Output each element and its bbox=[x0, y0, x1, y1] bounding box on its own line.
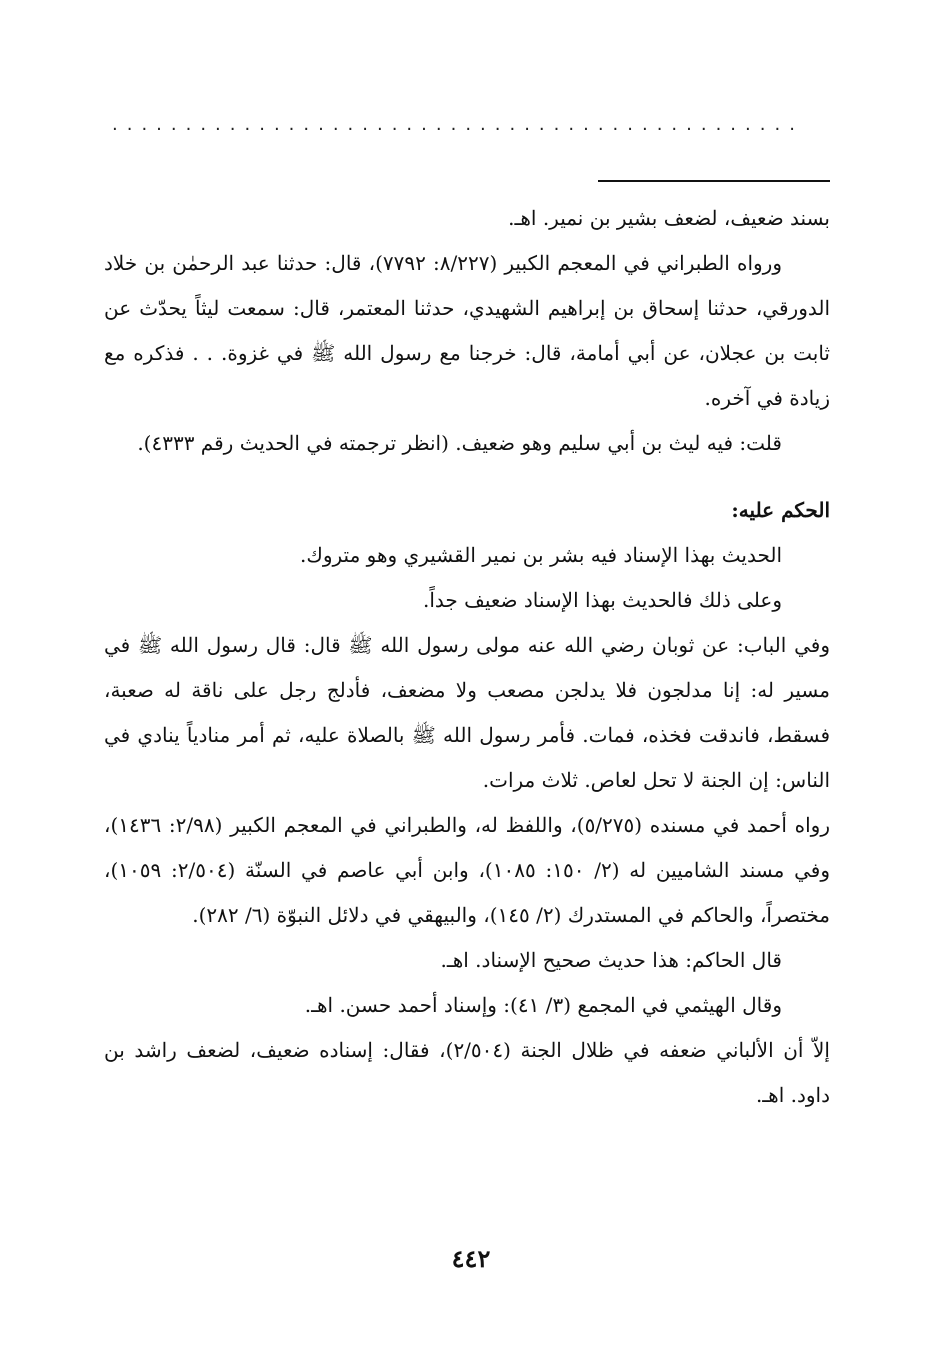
page-number: ٤٤٢ bbox=[451, 1244, 491, 1273]
paragraph-continuation: بسند ضعيف، لضعف بشير بن نمير. اهـ. bbox=[508, 206, 830, 230]
paragraph-sources: رواه أحمد في مسنده (٥/٢٧٥)، واللفظ له، والطبراني في المعجم الكبير (٢/٩٨: ١٤٣٦)، وفي مسند الشاميين له (٢/ ١٥٠: ١٠٨٥)، وابن أبي عاصم في السنّة (٢/٥٠٤: ١٠٥٩)، مختصراً، والحاكم في المستدرك (٢/ ١٤٥)، والبيهقي في دلائل النبوّة (٦/ ٢٨٢). bbox=[104, 813, 830, 927]
section-heading: الحكم عليه: bbox=[731, 498, 830, 522]
dotted-separator: ............................................... bbox=[112, 118, 804, 132]
footnote-rule bbox=[598, 180, 830, 182]
paragraph-tabarani: ورواه الطبراني في المعجم الكبير (٨/٢٢٧: ٧٧٩٢)، قال: حدثنا عبد الرحمٰن بن خلاد الدورقي، حدثنا إسحاق بن إبراهيم الشهيدي، حدثنا المعتمر، قال: سمعت ليثاً يحدّث عن ثابت بن عجلان، عن أبي أمامة، قال: خرجنا مع رسول الله ﷺ في غزوة. . . فذكره مع زيادة في آخره. bbox=[104, 251, 830, 410]
paragraph-albani: إلاّ أن الألباني ضعفه في ظلال الجنة (٢/٥٠٤)، فقال: إسناده ضعيف، لضعف راشد بن داود. اهـ. bbox=[104, 1038, 830, 1107]
paragraph-ruling: الحديث بهذا الإسناد فيه بشر بن نمير القشيري وهو متروك. bbox=[300, 543, 782, 567]
paragraph-haythami: وقال الهيثمي في المجمع (٣/ ٤١): وإسناد أحمد حسن. اهـ. bbox=[304, 993, 782, 1017]
paragraph-chapter-narration: وفي الباب: عن ثوبان رضي الله عنه مولى رسول الله ﷺ قال: قال رسول الله ﷺ في مسير له: إنا مدلجون فلا يدلجن مصعب ولا مضعف، فأدلج رجل على ناقة له صعبة، فسقط، فاندقت فخذه، فمات. فأمر رسول الله ﷺ بالصلاة عليه، ثم أمر منادياً ينادي في الناس: إن الجنة لا تحل لعاص. ثلاث مرات. bbox=[104, 633, 830, 792]
paragraph-conclusion: وعلى ذلك فالحديث بهذا الإسناد ضعيف جداً. bbox=[423, 588, 782, 612]
paragraph-hakim: قال الحاكم: هذا حديث صحيح الإسناد. اهـ. bbox=[440, 948, 782, 972]
section-spacer bbox=[104, 466, 830, 488]
main-text bbox=[104, 196, 830, 1118]
paragraph-comment: قلت: فيه ليث بن أبي سليم وهو ضعيف. (انظر ترجمته في الحديث رقم ٤٣٣٣). bbox=[137, 431, 782, 455]
